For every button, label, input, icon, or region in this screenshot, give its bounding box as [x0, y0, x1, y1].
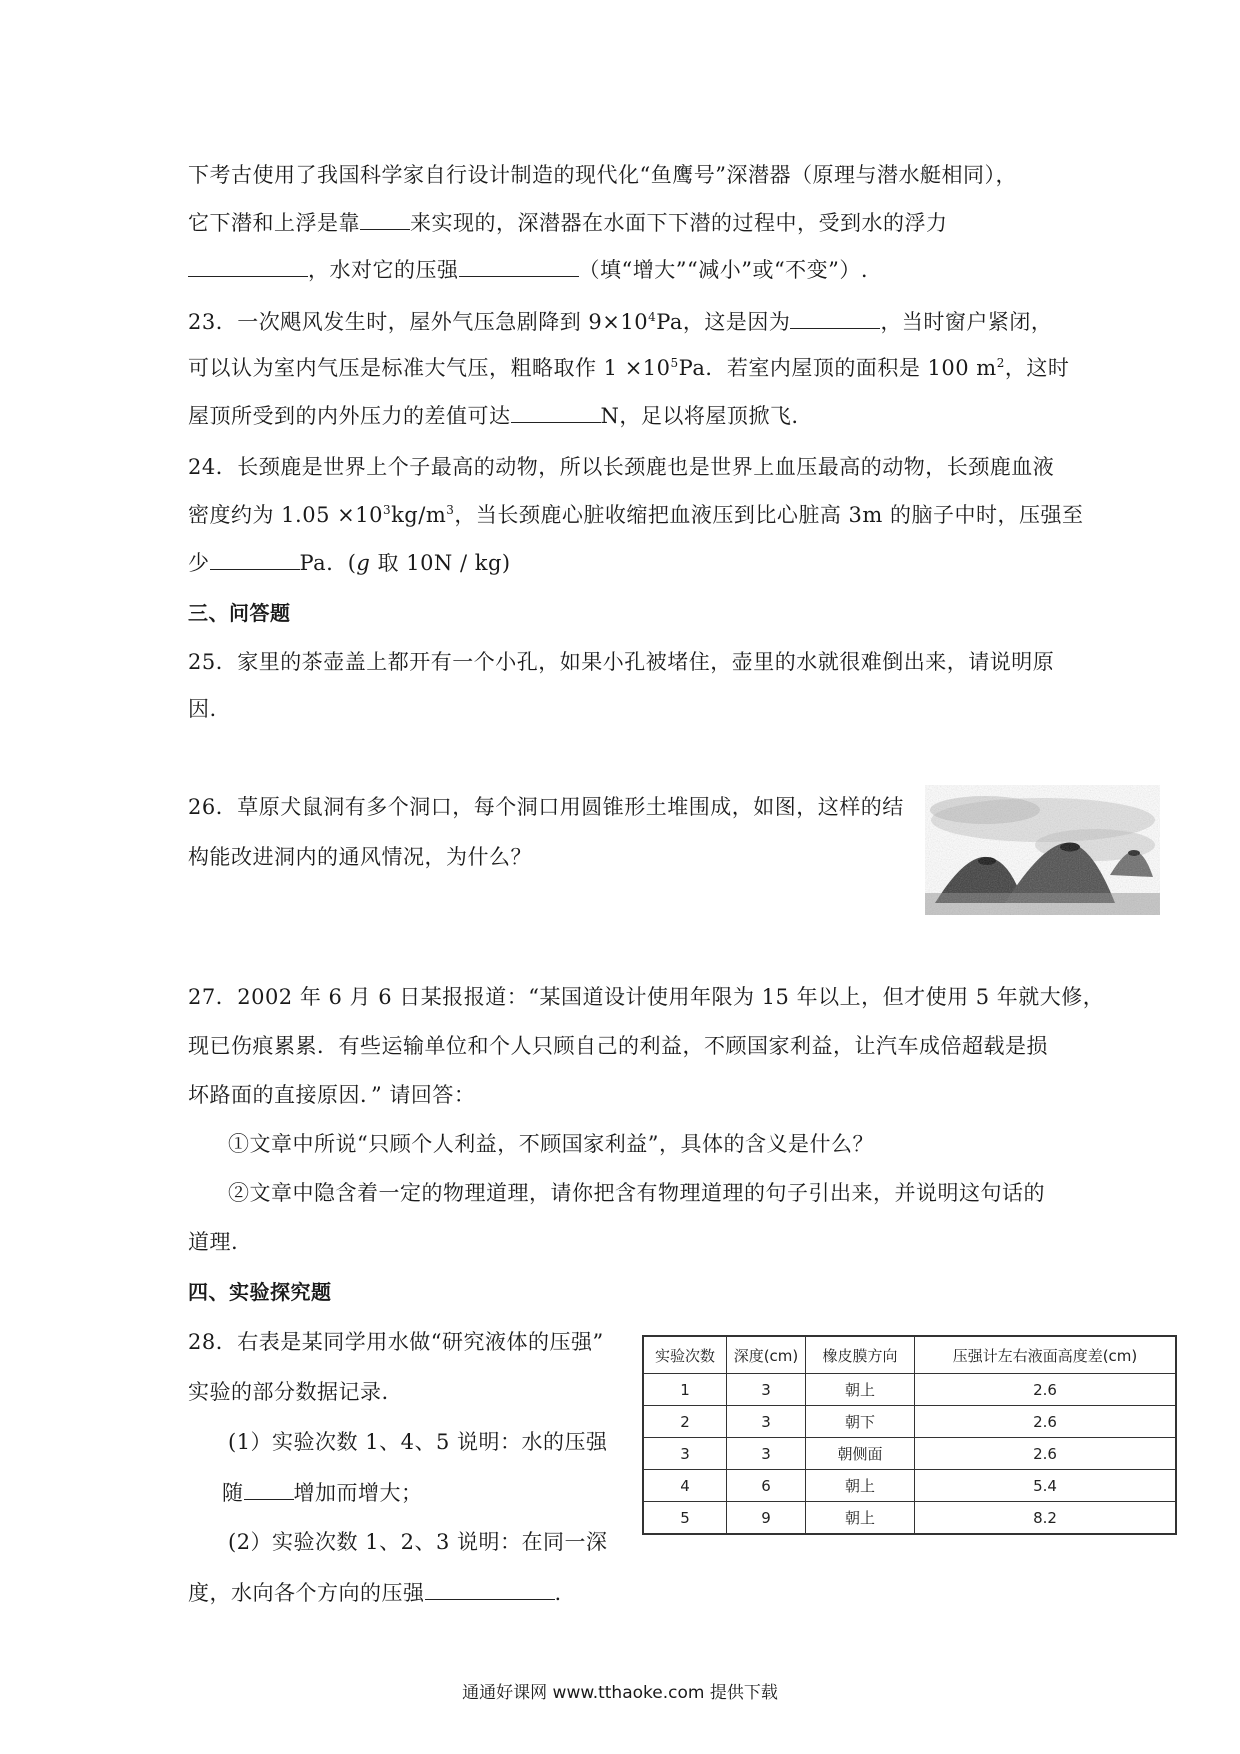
q28-line-2: 实验的部分数据记录. [188, 1380, 389, 1404]
table-cell: 3 [643, 1438, 727, 1470]
q23-text: 23．一次飓风发生时，屋外气压急剧降到 9×10 [188, 310, 649, 334]
q23-line-3 [188, 400, 799, 431]
answer-blank[interactable] [360, 207, 410, 230]
table-cell: 2 [643, 1406, 727, 1438]
q22-text: 来实现的，深潜器在水面下下潜的过程中，受到水的浮力 [410, 211, 948, 235]
answer-blank[interactable] [210, 547, 300, 570]
table-cell: 5.4 [915, 1470, 1177, 1502]
q28-text: . [554, 1581, 562, 1605]
table-cell: 朝上 [806, 1470, 915, 1502]
q28-part-1: (1）实验次数 1、4、5 说明：水的压强 [228, 1430, 608, 1454]
q22-line-2 [188, 207, 948, 238]
table-cell: 3 [727, 1406, 806, 1438]
table-cell: 3 [727, 1438, 806, 1470]
q27-line-3: 坏路面的直接原因．” 请回答： [188, 1083, 476, 1107]
exponent: 2 [996, 356, 1005, 370]
table-cell: 5 [643, 1502, 727, 1535]
q28-part-2-cont [188, 1577, 562, 1608]
q25-line-2: 因. [188, 697, 217, 721]
table-row [643, 1470, 1176, 1502]
q24-text: Pa．( [299, 551, 357, 575]
q24-text: kg/m [391, 503, 447, 527]
q22-line-3 [188, 254, 868, 285]
table-cell: 6 [727, 1470, 806, 1502]
q24-text: ，当长颈鹿心脏收缩把血液压到比心脏高 3m 的脑子中时，压强至 [454, 503, 1084, 527]
answer-blank[interactable] [790, 306, 880, 329]
answer-blank[interactable] [188, 254, 308, 277]
q23-text: 可以认为室内气压是标准大气压，粗略取作 1 ×10 [188, 356, 671, 380]
q23-line-2 [188, 353, 1069, 383]
q22-text: 它下潜和上浮是靠 [188, 211, 360, 235]
q22-text: （填“增大”“减小”或“不变”）. [578, 258, 869, 282]
table-cell: 9 [727, 1502, 806, 1535]
answer-blank[interactable] [459, 254, 579, 277]
g-symbol: g [356, 551, 371, 575]
q27-line-1: 27．2002 年 6 月 6 日某报报道：“某国道设计使用年限为 15 年以上，但才使用 5 年就大修， [188, 985, 1105, 1009]
q28-text: 随 [222, 1481, 244, 1505]
q28-part-2: (2）实验次数 1、2、3 说明：在同一深 [228, 1530, 608, 1554]
q24-text: 取 10N / kg) [370, 551, 511, 575]
exponent: 3 [446, 503, 455, 517]
table-cell: 8.2 [915, 1502, 1177, 1535]
answer-blank[interactable] [511, 400, 601, 423]
table-row [643, 1374, 1176, 1406]
answer-blank[interactable] [244, 1477, 294, 1500]
exponent: 3 [382, 503, 392, 517]
q28-text: 增加而增大； [293, 1481, 423, 1505]
section-heading-3: 三、问答题 [188, 601, 291, 625]
q27-sub-2-cont: 道理. [188, 1230, 239, 1254]
table-cell: 朝上 [806, 1374, 915, 1406]
q22-line-1: 下考古使用了我国科学家自行设计制造的现代化“鱼鹰号”深潜器（原理与潜水艇相同）， [188, 163, 1017, 187]
q25-line-1: 25．家里的茶壶盖上都开有一个小孔，如果小孔被堵住，壶里的水就很难倒出来，请说明原 [188, 650, 1055, 674]
q28-part-1-cont [222, 1477, 423, 1508]
q23-line-1 [188, 306, 1052, 337]
table-row [643, 1406, 1176, 1438]
answer-blank[interactable] [425, 1577, 555, 1600]
q28-text: 度，水向各个方向的压强 [188, 1581, 425, 1605]
q24-text: 少 [188, 551, 210, 575]
q27-sub-1: ①文章中所说“只顾个人利益，不顾国家利益”，具体的含义是什么？ [228, 1132, 874, 1156]
exponent: 5 [670, 356, 679, 370]
q24-line-1: 24．长颈鹿是世界上个子最高的动物，所以长颈鹿也是世界上血压最高的动物，长颈鹿血液 [188, 455, 1055, 479]
table-cell: 朝上 [806, 1502, 915, 1535]
q26-line-2: 构能改进洞内的通风情况，为什么？ [188, 845, 532, 869]
column-header: 压强计左右液面高度差(cm) [915, 1336, 1177, 1374]
q23-text: Pa，这是因为 [656, 310, 791, 334]
table-cell: 朝下 [806, 1406, 915, 1438]
q26-line-1: 26．草原犬鼠洞有多个洞口，每个洞口用圆锥形土堆围成，如图，这样的结 [188, 795, 904, 819]
q22-text: ，水对它的压强 [308, 258, 459, 282]
section-heading-4: 四、实验探究题 [188, 1280, 332, 1304]
q24-text: 密度约为 1.05 ×10 [188, 503, 383, 527]
experiment-data-table [642, 1335, 1177, 1535]
table-cell: 4 [643, 1470, 727, 1502]
table-cell: 3 [727, 1374, 806, 1406]
q24-line-2 [188, 500, 1084, 530]
q27-line-2: 现已伤痕累累．有些运输单位和个人只顾自己的利益，不顾国家利益，让汽车成倍超载是损 [188, 1034, 1048, 1058]
q23-text: N，足以将屋顶掀飞. [600, 404, 799, 428]
table-row [643, 1438, 1176, 1470]
table-cell: 朝侧面 [806, 1438, 915, 1470]
exponent: 4 [648, 310, 657, 324]
table-cell: 1 [643, 1374, 727, 1406]
table-cell: 2.6 [915, 1438, 1177, 1470]
q27-sub-2: ②文章中隐含着一定的物理道理，请你把含有物理道理的句子引出来，并说明这句话的 [228, 1181, 1045, 1205]
q24-line-3 [188, 547, 511, 578]
table-cell: 2.6 [915, 1406, 1177, 1438]
column-header: 实验次数 [643, 1336, 727, 1374]
q23-text: 屋顶所受到的内外压力的差值可达 [188, 404, 511, 428]
q23-text: ，这时 [1004, 356, 1070, 380]
q23-text: Pa．若室内屋顶的面积是 100 m [678, 356, 997, 380]
prairie-dog-mound-figure [925, 785, 1160, 915]
q28-line-1: 28．右表是某同学用水做“研究液体的压强” [188, 1330, 604, 1354]
table-row [643, 1502, 1176, 1535]
table-header-row [643, 1336, 1176, 1374]
column-header: 深度(cm) [727, 1336, 806, 1374]
column-header: 橡皮膜方向 [806, 1336, 915, 1374]
page-footer: 通通好课网 www.tthaoke.com 提供下载 [462, 1683, 778, 1703]
q23-text: ，当时窗户紧闭， [880, 310, 1053, 334]
table-cell: 2.6 [915, 1374, 1177, 1406]
